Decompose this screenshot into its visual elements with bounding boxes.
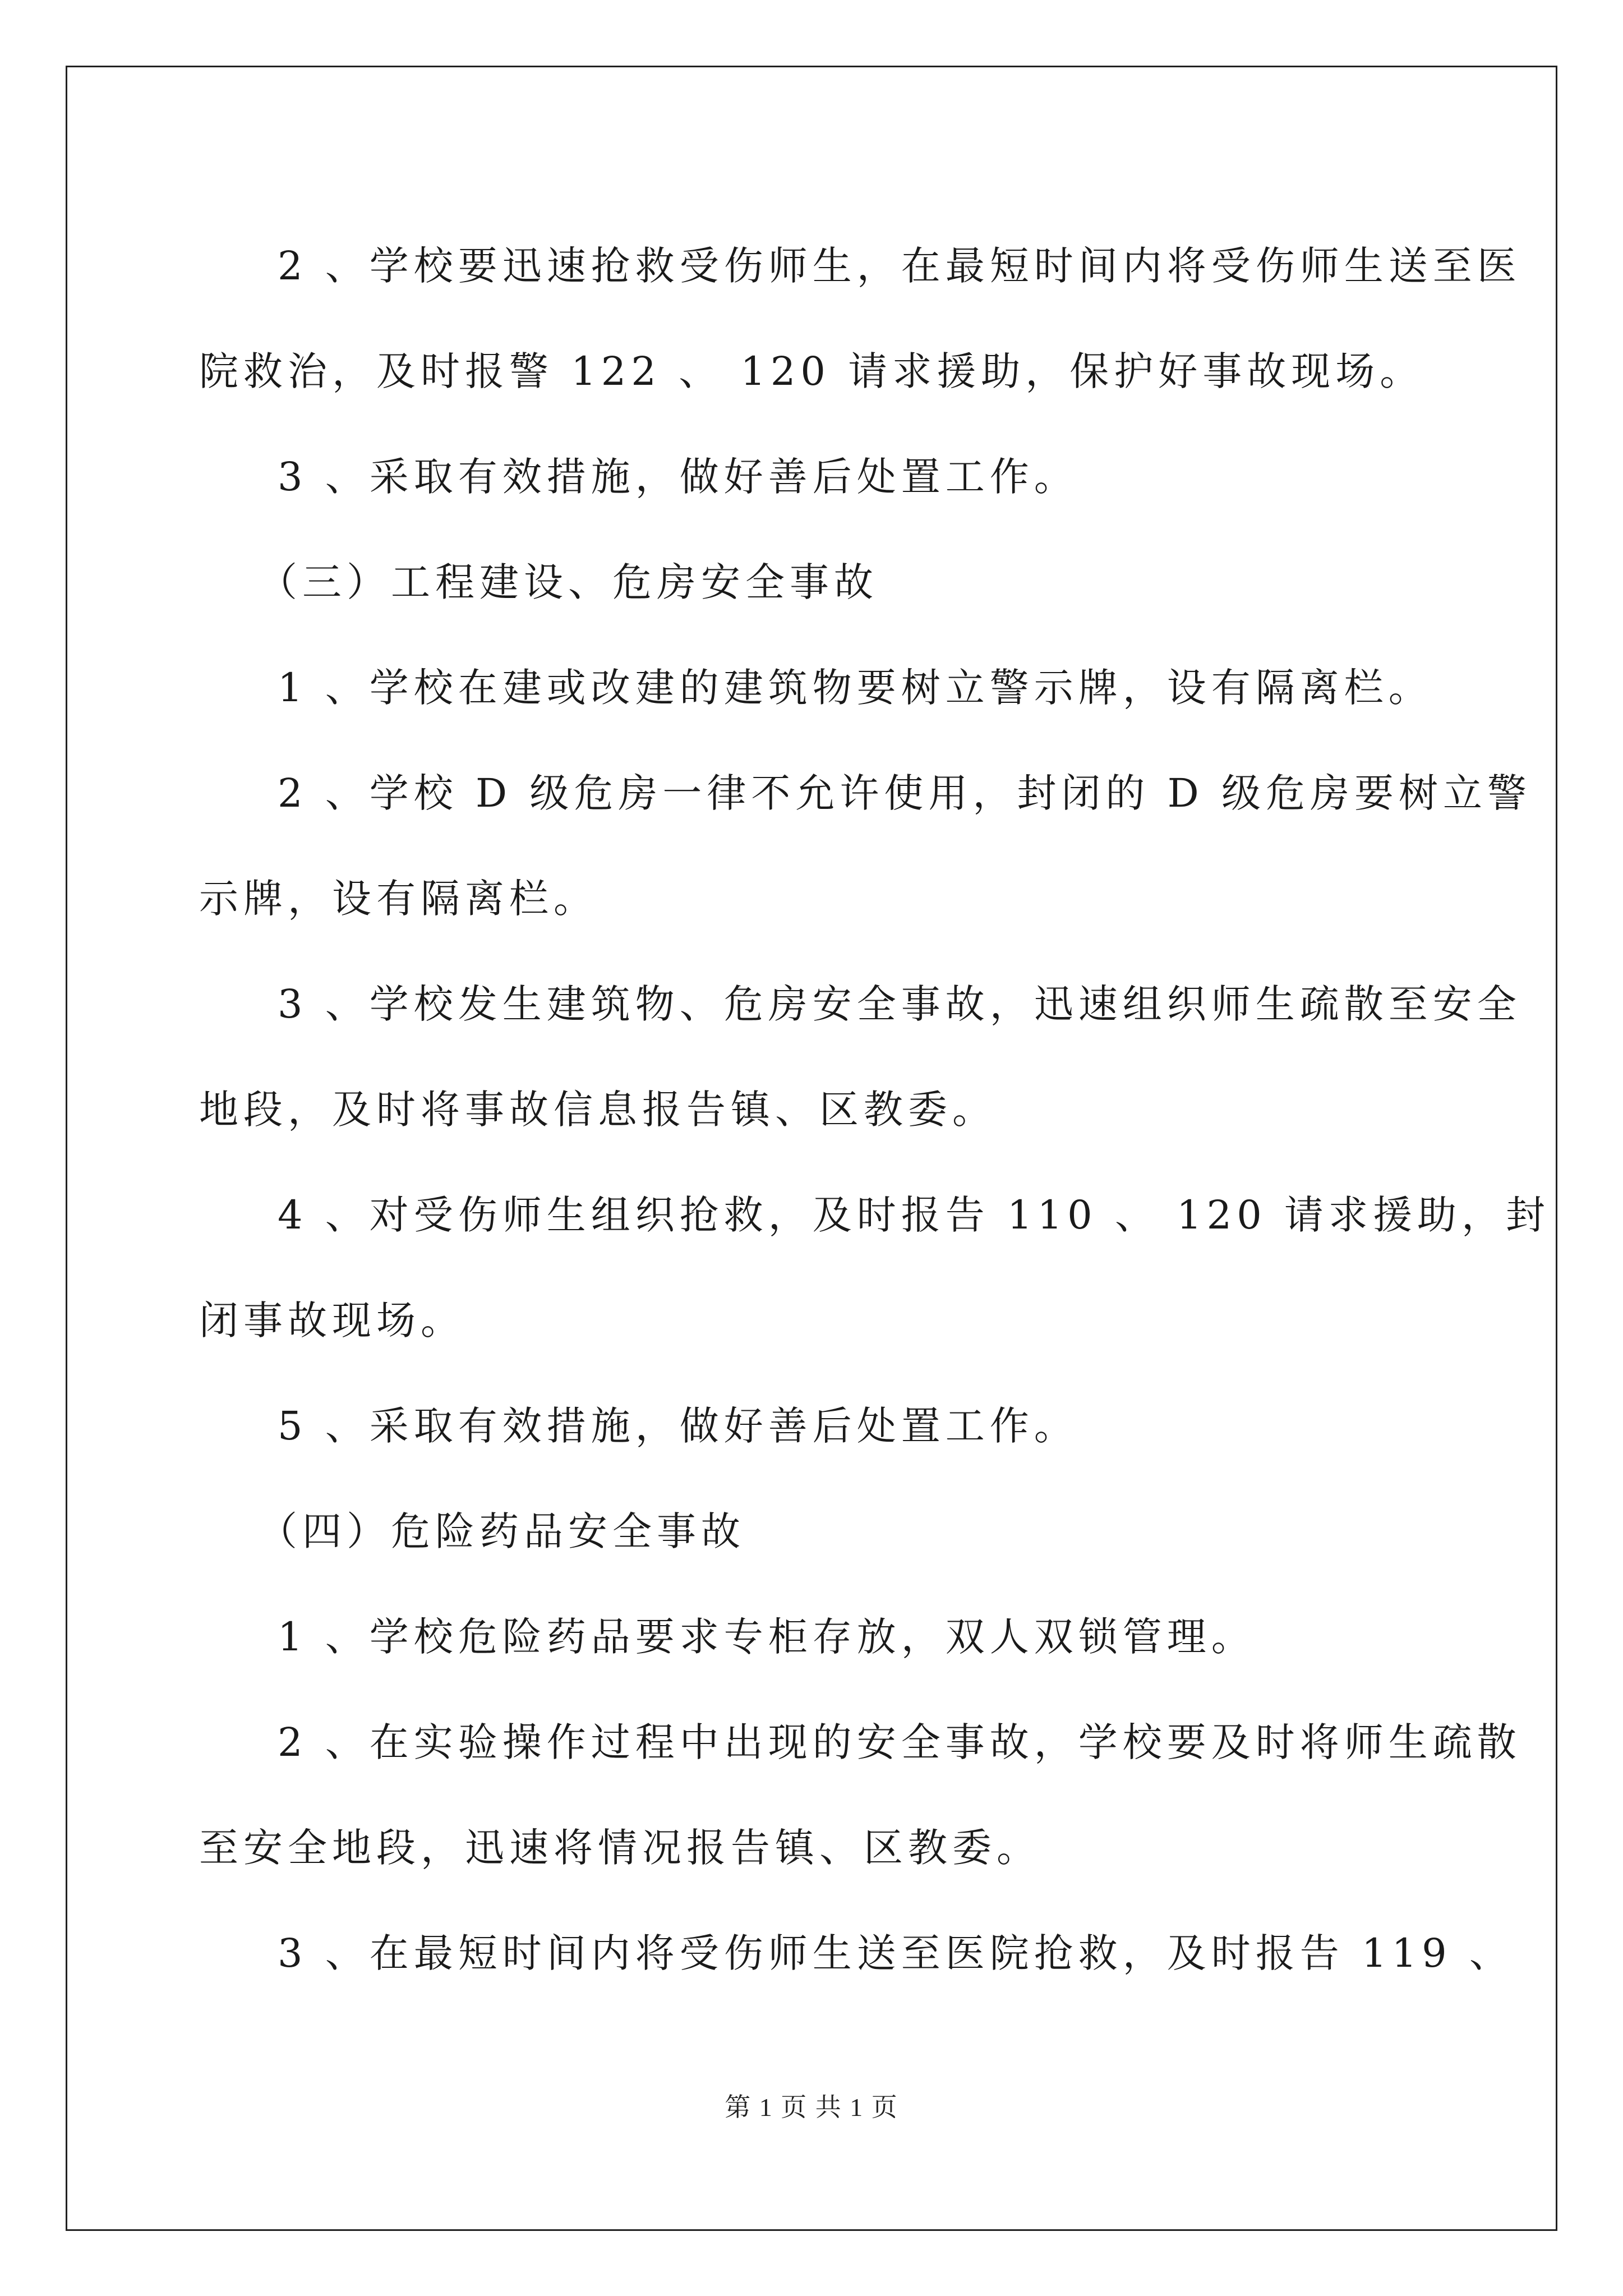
paragraph-line: 5 、采取有效措施，做好善后处置工作。 xyxy=(278,1403,1078,1449)
paragraph-line: 院救治，及时报警 122 、 120 请求援助，保护好事故现场。 xyxy=(199,348,1424,394)
paragraph-line: 3 、在最短时间内将受伤师生送至医院抢救，及时报告 119 、 xyxy=(278,1930,1514,1976)
paragraph-line: 地段，及时将事故信息报告镇、区教委。 xyxy=(199,1087,997,1133)
paragraph-line: 3 、采取有效措施，做好善后处置工作。 xyxy=(278,454,1078,500)
paragraph-line: 3 、学校发生建筑物、危房安全事故，迅速组织师生疏散至安全 xyxy=(278,981,1521,1027)
section-heading: （四）危险药品安全事故 xyxy=(258,1508,745,1554)
paragraph-line: 示牌，设有隔离栏。 xyxy=(199,876,598,922)
paragraph-line: 2 、在实验操作过程中出现的安全事故，学校要及时将师生疏散 xyxy=(278,1719,1521,1765)
document-body xyxy=(199,213,1551,2006)
paragraph-line: 至安全地段，迅速将情况报告镇、区教委。 xyxy=(199,1825,1041,1871)
section-heading: （三）工程建设、危房安全事故 xyxy=(258,559,878,605)
paragraph-line: 闭事故现场。 xyxy=(199,1297,465,1343)
paragraph-line: 1 、学校在建或改建的建筑物要树立警示牌，设有隔离栏。 xyxy=(278,665,1433,711)
paragraph-line: 2 、学校要迅速抢救受伤师生，在最短时间内将受伤师生送至医 xyxy=(278,243,1521,289)
paragraph-line: 1 、学校危险药品要求专柜存放，双人双锁管理。 xyxy=(278,1614,1256,1660)
page-footer: 第 1 页 共 1 页 xyxy=(725,2093,898,2122)
paragraph-line: 4 、对受伤师生组织抢救，及时报告 110 、 120 请求援助，封 xyxy=(278,1192,1551,1238)
paragraph-line: 2 、学校 D 级危房一律不允许使用，封闭的 D 级危房要树立警 xyxy=(278,770,1532,816)
